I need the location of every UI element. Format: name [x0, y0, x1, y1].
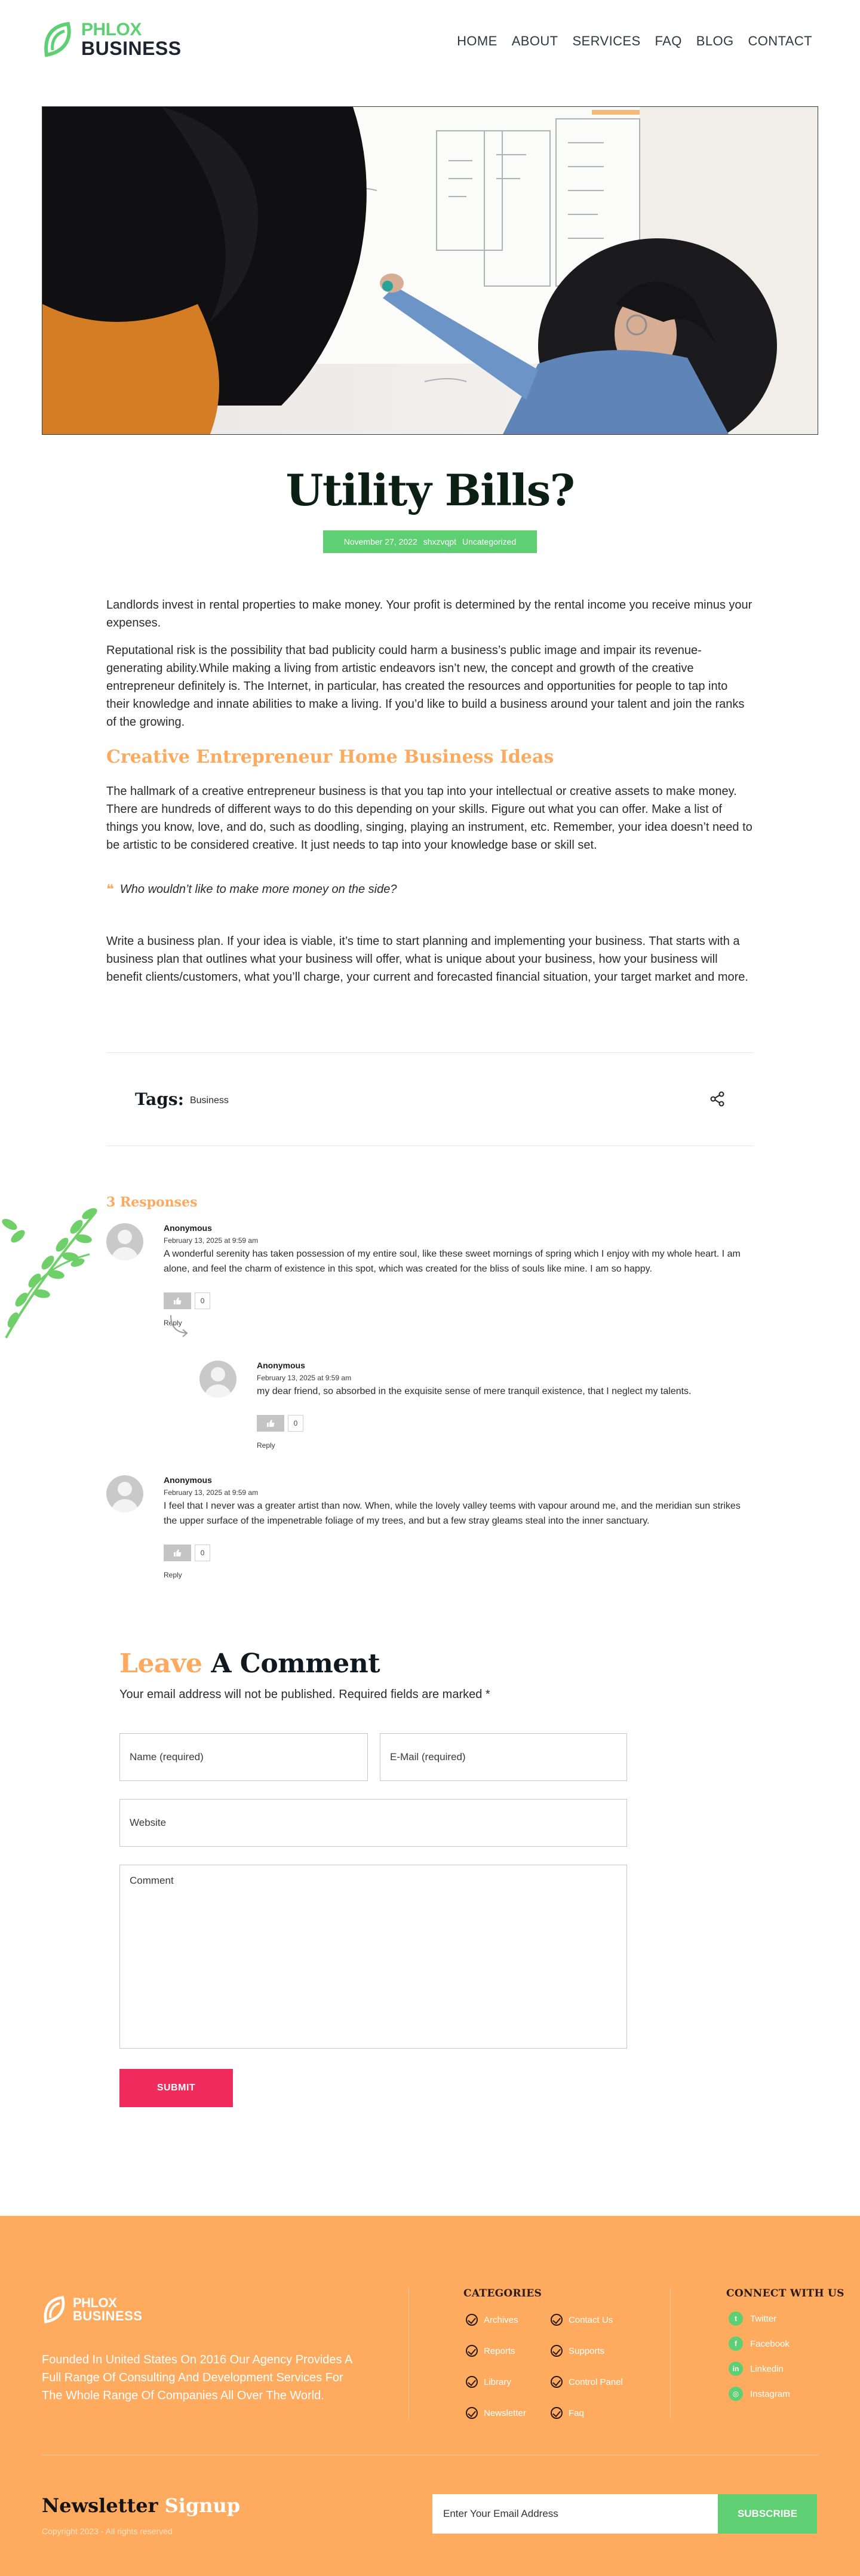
comment-votes [164, 1545, 754, 1561]
comment-author: Anonymous [164, 1475, 212, 1485]
social-label: Instagram [750, 2388, 790, 2399]
comment-text: I feel that I never was a greater artist than now. When, while the lovely valley teems with vapour around me, and the meridian sun strikes the upper surface of the impenetrable foliage of my trees, and but a few stray gleams steal into the inner sanctuary. [164, 1501, 741, 1526]
leave-comment-title [119, 1648, 380, 1679]
category-label: Contact Us [569, 2314, 613, 2325]
linkedin-icon: in [729, 2362, 743, 2376]
tag-link[interactable]: Business [189, 1095, 229, 1106]
footer-logo-line1: PHLOX [73, 2295, 117, 2310]
category-label: Reports [484, 2345, 515, 2356]
social-label: Twitter [750, 2313, 777, 2324]
social-facebook[interactable] [729, 2336, 790, 2351]
footer-about: Founded In United States On 2016 Our Agency Provides A Full Range Of Consulting And Development Services For The Whole Range Of Companies All Over The World. [42, 2353, 352, 2402]
like-button[interactable] [164, 1545, 191, 1561]
footer-divider-2 [670, 2288, 671, 2419]
site-footer [0, 2216, 860, 2576]
comment-author: Anonymous [257, 1361, 305, 1370]
nav-faq[interactable]: FAQ [655, 33, 682, 48]
newsletter-title-1: Newsletter [42, 2494, 158, 2517]
category-reports[interactable] [466, 2345, 515, 2357]
comment-text: A wonderful serenity has taken possession of my entire soul, like these sweet mornings of spring which I enjoy with my whole heart. I am alone, and feel the charm of existence in this spot, which was created for the bliss of souls like mine. I am so happy. [164, 1249, 741, 1274]
main-nav [457, 33, 812, 49]
nav-home[interactable]: HOME [457, 33, 497, 48]
category-archives[interactable] [466, 2314, 518, 2326]
nav-services[interactable]: SERVICES [572, 33, 641, 48]
comment-date: February 13, 2025 at 9:59 am [164, 1488, 259, 1497]
newsletter-email-input[interactable] [432, 2494, 718, 2534]
post-date[interactable]: November 27, 2022 [343, 537, 417, 546]
instagram-icon: ◎ [729, 2387, 743, 2401]
category-supports[interactable] [551, 2345, 604, 2357]
twitter-icon: t [729, 2311, 743, 2326]
comment-date: February 13, 2025 at 9:59 am [257, 1374, 352, 1382]
category-label: Faq [569, 2408, 584, 2418]
decorative-leaves-icon [0, 1201, 102, 1344]
thumbs-up-icon [173, 1549, 182, 1557]
category-contact-us[interactable] [551, 2314, 613, 2326]
reply-arrow-icon [168, 1314, 190, 1338]
leave-comment-title-accent: Leave [119, 1648, 202, 1679]
vote-count: 0 [288, 1415, 303, 1432]
leaf-logo-icon [42, 20, 76, 59]
avatar [106, 1475, 143, 1512]
website-input[interactable] [119, 1799, 627, 1847]
thumbs-up-icon [266, 1419, 275, 1427]
site-header [0, 0, 860, 90]
name-input[interactable] [119, 1733, 368, 1781]
blockquote [106, 879, 754, 899]
tags-row [106, 1052, 754, 1146]
footer-leaf-logo-icon [42, 2295, 69, 2325]
newsletter-title [42, 2494, 240, 2517]
comment-textarea[interactable] [119, 1865, 627, 2049]
post-title: Utility Bills? [285, 465, 575, 515]
footer-divider-1 [408, 2288, 409, 2419]
post-author[interactable]: shxzvqpt [423, 537, 456, 546]
category-control-panel[interactable] [551, 2376, 623, 2388]
comment-text: my dear friend, so absorbed in the exquisite sense of mere tranquil existence, that I neglect my talents. [257, 1386, 692, 1396]
reply-link[interactable]: Reply [164, 1570, 182, 1579]
social-label: Facebook [750, 2338, 790, 2349]
footer-logo[interactable] [42, 2295, 142, 2325]
avatar [106, 1223, 143, 1260]
comment-votes [164, 1292, 754, 1309]
comment-date: February 13, 2025 at 9:59 am [164, 1236, 259, 1245]
post-meta [323, 530, 537, 553]
site-logo[interactable] [42, 20, 182, 59]
social-instagram[interactable] [729, 2387, 790, 2401]
thumbs-up-icon [173, 1297, 182, 1305]
vote-count: 0 [195, 1545, 210, 1561]
check-circle-icon [466, 2314, 478, 2326]
post-category[interactable]: Uncategorized [462, 537, 517, 546]
check-circle-icon [551, 2345, 563, 2357]
hero-illustration [42, 107, 818, 435]
footer-logo-line2: BUSINESS [73, 2308, 143, 2323]
category-label: Archives [484, 2314, 518, 2325]
post-subheading: Creative Entrepreneur Home Business Ideas [106, 747, 554, 767]
post-paragraph-4: Write a business plan. If your idea is viable, it’s time to start planning and implementing your business. That starts with a business plan that outlines what your business will offer, what is unique about your business, how your business will benefit clients/customers, what you’ll charge, your current and forecasted financial situation, your target market and more. [106, 935, 748, 984]
check-circle-icon [551, 2314, 563, 2326]
post-content [106, 596, 754, 996]
logo-line1: PHLOX [81, 20, 142, 39]
post-paragraph-3: The hallmark of a creative entrepreneur business is that you tap into your intellectual or creative assets to make money. There are hundreds of different ways to do this depending on your skills. Figure out what you can offer. Make a list of things you know, love, and do, such as doodling, singing, playing an instrument, etc. Remember, your idea doesn’t need to be artistic to be considered creative. It just needs to tap into your knowledge base or skill set. [106, 785, 752, 852]
nav-contact[interactable]: CONTACT [748, 33, 812, 48]
check-circle-icon [551, 2376, 563, 2388]
required-note: Your email address will not be published. Required fields are marked * [119, 1688, 490, 1701]
social-linkedin[interactable] [729, 2362, 784, 2376]
category-library[interactable] [466, 2376, 511, 2388]
connect-title: CONNECT WITH US [726, 2288, 844, 2299]
comment-author: Anonymous [164, 1223, 212, 1233]
facebook-icon: f [729, 2336, 743, 2351]
submit-button[interactable]: SUBMIT [119, 2069, 233, 2107]
category-label: Supports [569, 2345, 605, 2356]
copyright: Copyright 2023 - All rights reserved [42, 2526, 173, 2536]
categories-title: CATEGORIES [463, 2288, 542, 2299]
check-circle-icon [466, 2345, 478, 2357]
like-button[interactable] [257, 1415, 284, 1432]
check-circle-icon [466, 2376, 478, 2388]
category-label: Control Panel [569, 2377, 623, 2387]
nav-blog[interactable]: BLOG [696, 33, 734, 48]
quote-icon: ❝ [106, 882, 114, 896]
share-icon[interactable] [710, 1091, 725, 1107]
like-button[interactable] [164, 1292, 191, 1309]
category-label: Newsletter [484, 2408, 526, 2418]
category-newsletter[interactable] [466, 2407, 526, 2419]
vote-count: 0 [195, 1292, 210, 1309]
reply-link[interactable]: Reply [164, 1318, 182, 1327]
tags-label: Tags: [135, 1089, 184, 1109]
social-label: Linkedin [750, 2363, 784, 2374]
leave-comment-title-rest: A Comment [211, 1648, 380, 1679]
check-circle-icon [551, 2407, 563, 2419]
category-label: Library [484, 2377, 511, 2387]
comment-votes [257, 1415, 754, 1432]
check-circle-icon [466, 2407, 478, 2419]
newsletter-title-2: Signup [164, 2494, 241, 2517]
responses-title: 3 Responses [106, 1195, 198, 1210]
post-paragraph-1: Landlords invest in rental properties to make money. Your profit is determined by the rental income you receive minus your expenses. [106, 598, 752, 630]
hero-image [42, 106, 818, 435]
quote-text: Who wouldn’t like to make more money on the side? [119, 882, 397, 896]
post-paragraph-2: Reputational risk is the possibility that bad publicity could harm a business’s public image and impair its revenue-generating ability.While making a living from artistic endeavors isn’t new, the concept and growth of the creative entrepreneur definitely is. The Internet, in particular, has created the resources and opportunities for people to tap into their knowledge and innate abilities to make a living. If you’d like to build a business around your talent and join the ranks of the growing. [106, 644, 745, 729]
reply-link[interactable]: Reply [257, 1441, 275, 1450]
email-input[interactable] [380, 1733, 627, 1781]
subscribe-button[interactable]: SUBSCRIBE [718, 2494, 817, 2534]
avatar [199, 1361, 236, 1398]
nav-about[interactable]: ABOUT [511, 33, 558, 48]
category-faq[interactable] [551, 2407, 584, 2419]
logo-line2: BUSINESS [81, 38, 182, 59]
social-twitter[interactable] [729, 2311, 776, 2326]
